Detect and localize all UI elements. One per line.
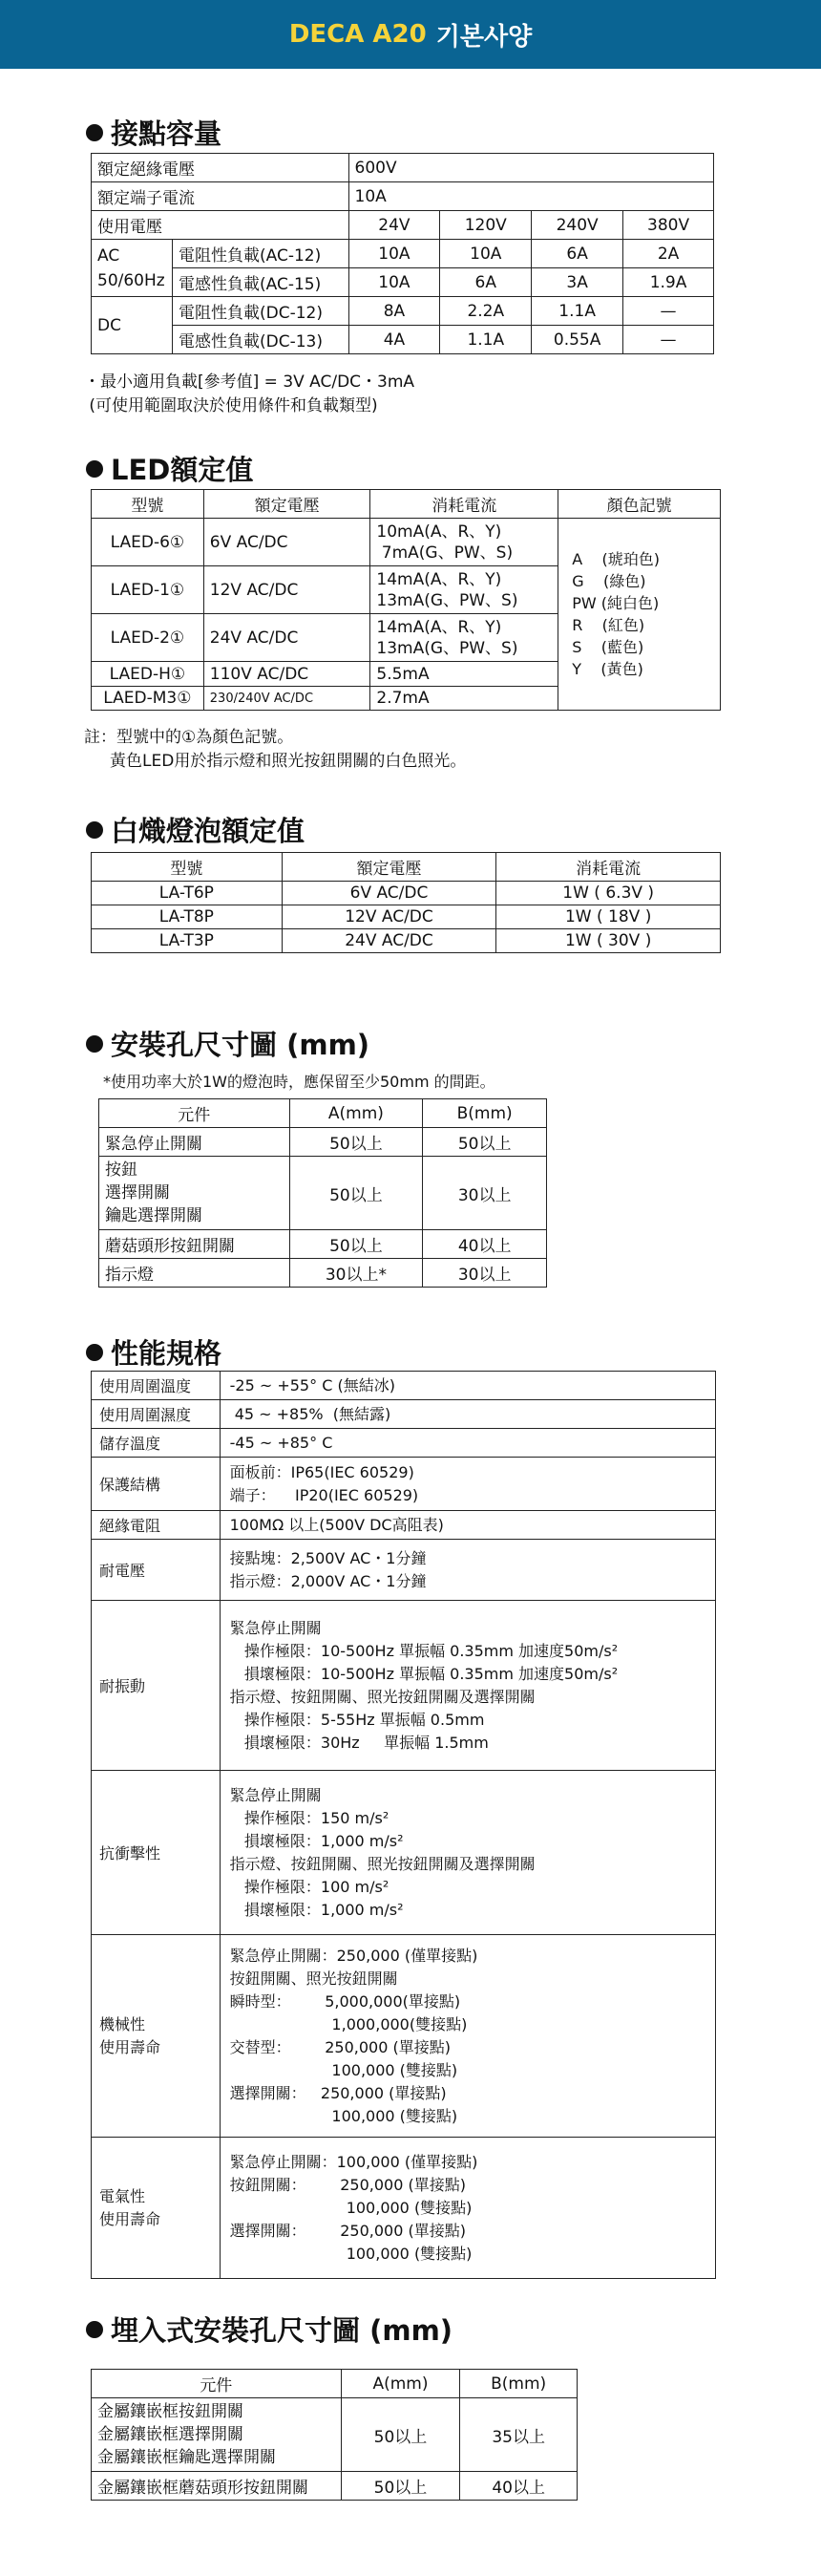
spec-value: 緊急停止開關：250,000 (僅單接點) 按鈕開關、照光按鈕開關 瞬時型： 5,000,000(單接點) 1,000,000(雙接點) 交替型： 250,000 (單接點) 100,000 (雙接點) 選擇開關： 250,000 (單接點) 100,000 (雙接點) [220,1935,715,2138]
section-title-text: LED額定值 [111,454,254,486]
bulb-current: 1W ( 18V ) [496,905,721,929]
spec-value: 緊急停止開關：100,000 (僅單接點) 按鈕開關： 250,000 (單接點) 100,000 (雙接點) 選擇開關： 250,000 (單接點) 100,000 (雙接點) [220,2138,715,2279]
spec-value: 緊急停止開關 操作極限：150 m/s² 損壞極限：1,000 m/s² 指示燈、按鈕開關、照光按鈕開關及選擇開關 操作極限：100 m/s² 損壞極限：1,000 m/s² [220,1771,715,1935]
rating-cell: 0.55A [532,326,623,354]
spec-value: 面板前：IP65(IEC 60529) 端子： IP20(IEC 60529) [220,1458,715,1511]
column-header: B(mm) [423,1099,547,1128]
mount-hole-note: *使用功率大於1W的燈泡時，應保留至少50mm 的間距。 [103,1073,495,1091]
component-name: 緊急停止開關 [99,1128,290,1157]
dimension-b: 50以上 [423,1128,547,1157]
page-title: 기본사양 [435,22,533,52]
rated-terminal-current-value: 10A [348,182,713,211]
dimension-a: 50以上 [341,2472,460,2501]
rating-cell: 10A [348,268,440,297]
dimension-a: 50以上 [289,1128,423,1157]
dimension-b: 35以上 [460,2398,578,2472]
spec-label: 使用周圍溫度 [92,1372,221,1400]
spec-label: 耐振動 [92,1601,221,1771]
rating-cell: 1.1A [532,297,623,326]
bulb-rating-table [91,852,721,953]
voltage-header: 120V [440,211,532,240]
header-banner [0,0,821,69]
rated-insulation-voltage-value: 600V [348,154,713,182]
led-current: 14mA(A、R、Y) 13mA(G、PW、S) [370,566,558,614]
spec-value: -45 ~ +85° C [220,1429,715,1458]
dimension-b: 40以上 [423,1230,547,1259]
rating-cell: 1.9A [623,268,714,297]
bulb-model: LA-T3P [92,929,283,953]
rating-cell: 6A [440,268,532,297]
spec-value: -25 ~ +55° C (無結冰) [220,1372,715,1400]
led-rating-table [91,489,721,711]
led-current: 14mA(A、R、Y) 13mA(G、PW、S) [370,614,558,662]
component-name: 指示燈 [99,1259,290,1288]
section-title-mount-hole [86,1024,369,1063]
rating-cell: 2.2A [440,297,532,326]
column-header: A(mm) [289,1099,423,1128]
bulb-model: LA-T6P [92,882,283,905]
rated-terminal-current-label: 額定端子電流 [92,182,349,211]
bulb-model: LA-T8P [92,905,283,929]
bullet-icon [86,460,103,478]
led-model: LAED-1① [92,566,204,614]
spec-label: 機械性 使用壽命 [92,1935,221,2138]
led-color-codes: A (琥珀色) G (綠色) PW (純白色) R (紅色) S (藍色) Y (黃色) [558,519,721,711]
load-type: 電感性負載(AC-15) [172,268,348,297]
dimension-b: 40以上 [460,2472,578,2501]
voltage-label: 使用電壓 [92,211,349,240]
bullet-icon [86,1344,103,1361]
section-title-performance [86,1332,221,1372]
dimension-b: 30以上 [423,1157,547,1230]
rated-insulation-voltage-label: 額定絕緣電壓 [92,154,349,182]
section-title-text: 性能規格 [111,1337,222,1370]
section-title-text: 埋入式安裝孔尺寸圖 (mm) [111,2314,453,2347]
column-header: A(mm) [341,2370,460,2398]
bulb-voltage: 12V AC/DC [282,905,496,929]
dimension-a: 50以上 [289,1157,423,1230]
led-voltage: 230/240V AC/DC [203,687,370,711]
spec-label: 抗衝擊性 [92,1771,221,1935]
spec-value: 100MΩ 以上(500V DC高阻表) [220,1511,715,1540]
column-header: 型號 [92,490,204,519]
spec-value: 接點塊：2,500V AC・1分鐘 指示燈：2,000V AC・1分鐘 [220,1540,715,1601]
spec-label: 耐電壓 [92,1540,221,1601]
led-current: 10mA(A、R、Y) 7mA(G、PW、S) [370,519,558,566]
column-header: 額定電壓 [282,853,496,882]
column-header: 消耗電流 [370,490,558,519]
section-title-text: 接點容量 [111,117,222,150]
bulb-voltage: 24V AC/DC [282,929,496,953]
voltage-header: 24V [348,211,440,240]
component-name: 按鈕 選擇開關 鑰匙選擇開關 [99,1157,290,1230]
brand-name: DECA A20 [288,20,427,49]
led-rating-note: 註：型號中的①為顏色記號。 黃色LED用於指示燈和照光按鈕開關的白色照光。 [84,728,467,771]
load-type: 電阻性負載(AC-12) [172,240,348,268]
led-current: 5.5mA [370,662,558,687]
led-model: LAED-2① [92,614,204,662]
bulb-current: 1W ( 30V ) [496,929,721,953]
rating-cell: 3A [532,268,623,297]
section-title-led-rating [86,449,253,488]
spec-label: 儲存溫度 [92,1429,221,1458]
rating-cell: 10A [348,240,440,268]
dimension-a: 50以上 [341,2398,460,2472]
contact-rating-table [91,153,714,354]
bullet-icon [86,2321,103,2338]
led-voltage: 24V AC/DC [203,614,370,662]
flush-mount-hole-table [91,2369,578,2501]
rating-cell: — [623,326,714,354]
rating-cell: — [623,297,714,326]
led-voltage: 6V AC/DC [203,519,370,566]
spec-label: 電氣性 使用壽命 [92,2138,221,2279]
component-name: 蘑菇頭形按鈕開關 [99,1230,290,1259]
spec-label: 保護結構 [92,1458,221,1511]
section-title-flush-mount-hole [86,2310,453,2349]
mount-hole-table [98,1098,547,1288]
spec-label: 使用周圍濕度 [92,1400,221,1429]
column-header: 消耗電流 [496,853,721,882]
section-title-contact-rating [86,113,221,152]
column-header: 顏色記號 [558,490,721,519]
rating-cell: 4A [348,326,440,354]
spec-value: 緊急停止開關 操作極限：10-500Hz 單振幅 0.35mm 加速度50m/s² 損壞極限：10-500Hz 單振幅 0.35mm 加速度50m/s² 指示燈、按鈕開關、照光按鈕開關及選擇開關 操作極限：5-55Hz 單振幅 0.5mm 損壞極限：30Hz 單振幅 1.5mm [220,1601,715,1771]
led-model: LAED-H① [92,662,204,687]
column-header: 元件 [99,1099,290,1128]
bullet-icon [86,821,103,839]
load-group-dc: DC [92,297,173,354]
load-type: 電阻性負載(DC-12) [172,297,348,326]
led-current: 2.7mA [370,687,558,711]
section-title-text: 白熾燈泡額定值 [111,815,305,847]
column-header: 額定電壓 [203,490,370,519]
bulb-current: 1W ( 6.3V ) [496,882,721,905]
dimension-a: 30以上* [289,1259,423,1288]
column-header: 元件 [92,2370,342,2398]
spec-value: 45 ~ +85% (無結露) [220,1400,715,1429]
voltage-header: 240V [532,211,623,240]
performance-table [91,1371,716,2279]
dimension-a: 50以上 [289,1230,423,1259]
led-voltage: 110V AC/DC [203,662,370,687]
led-model: LAED-6① [92,519,204,566]
section-title-text: 安裝孔尺寸圖 (mm) [111,1029,370,1061]
spec-label: 絕緣電阻 [92,1511,221,1540]
rating-cell: 6A [532,240,623,268]
dimension-b: 30以上 [423,1259,547,1288]
component-name: 金屬鑲嵌框按鈕開關 金屬鑲嵌框選擇開關 金屬鑲嵌框鑰匙選擇開關 [92,2398,342,2472]
load-type: 電感性負載(DC-13) [172,326,348,354]
component-name: 金屬鑲嵌框蘑菇頭形按鈕開關 [92,2472,342,2501]
voltage-header: 380V [623,211,714,240]
rating-cell: 8A [348,297,440,326]
rating-cell: 1.1A [440,326,532,354]
section-title-bulb-rating [86,810,305,849]
bullet-icon [86,124,103,141]
load-group-ac: AC 50/60Hz [92,240,173,297]
bulb-voltage: 6V AC/DC [282,882,496,905]
contact-rating-note: ・最小適用負載[參考值] = 3V AC/DC・3mA (可使用範圍取決於使用條件和負載類型) [84,373,415,415]
column-header: B(mm) [460,2370,578,2398]
rating-cell: 2A [623,240,714,268]
bullet-icon [86,1035,103,1053]
rating-cell: 10A [440,240,532,268]
led-model: LAED-M3① [92,687,204,711]
column-header: 型號 [92,853,283,882]
led-voltage: 12V AC/DC [203,566,370,614]
